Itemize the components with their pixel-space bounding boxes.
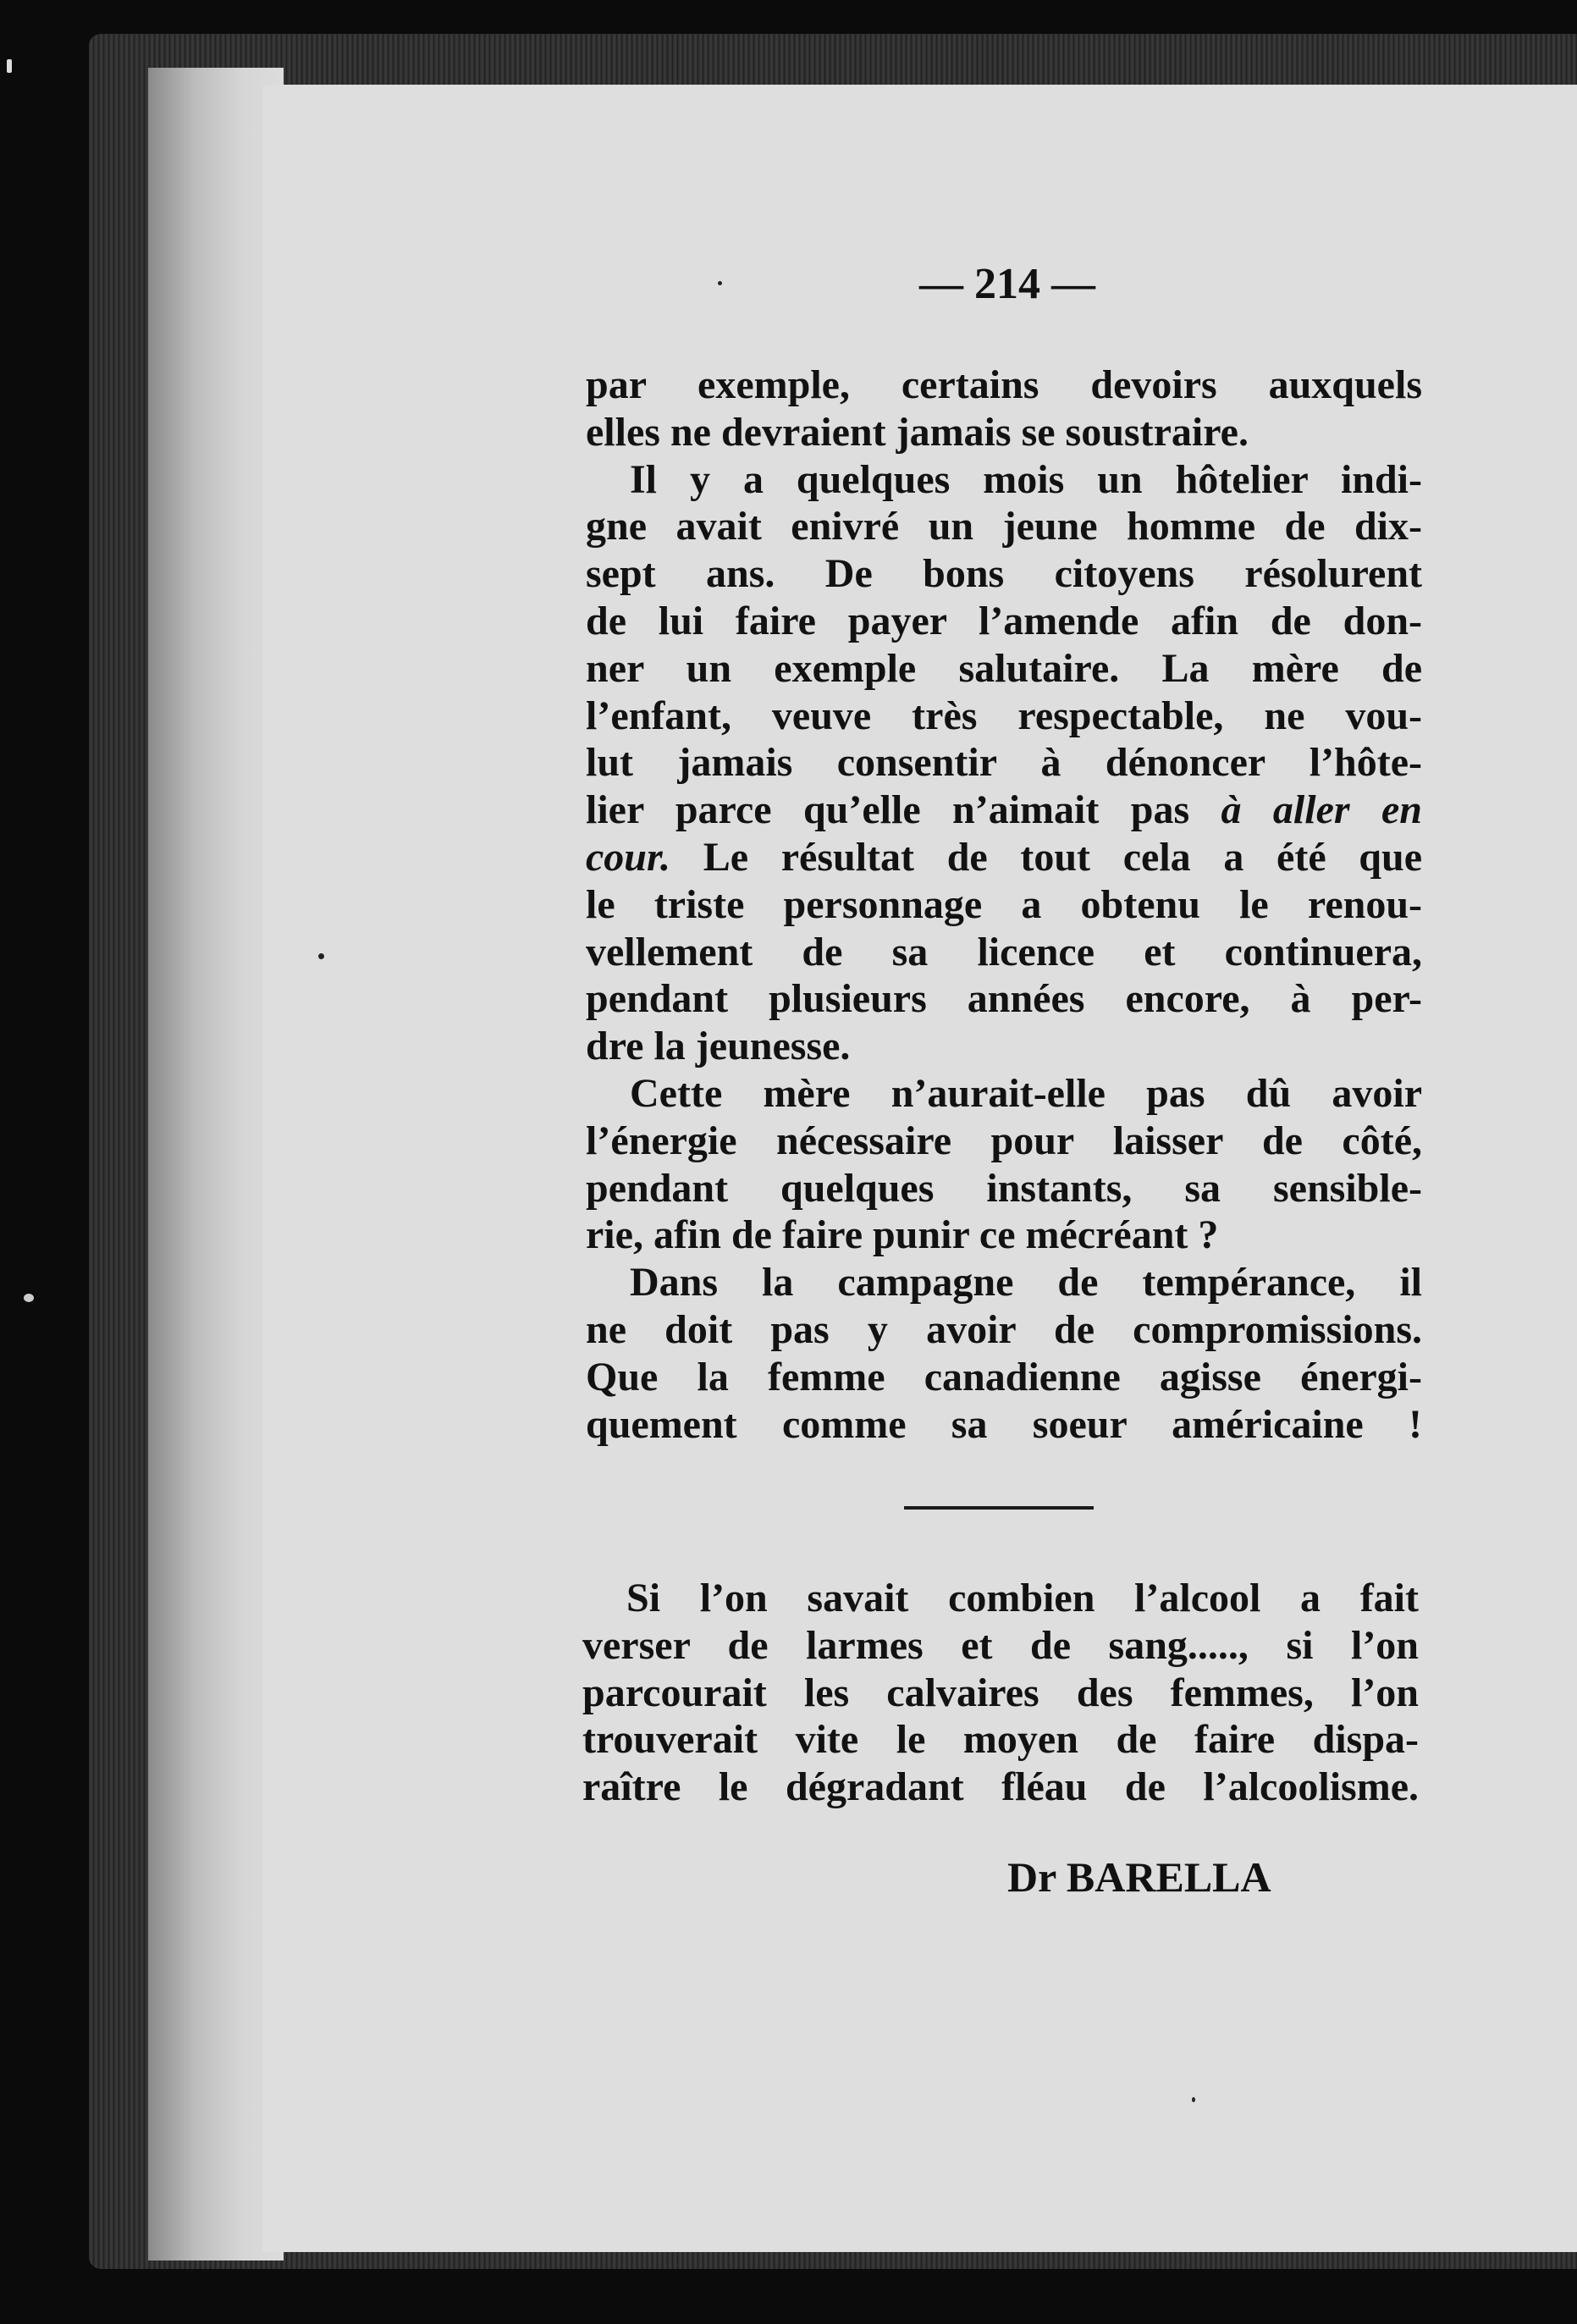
text-line: ne doit pas y avoir de compromissions.	[586, 1306, 1422, 1352]
text-line: vellement de sa licence et continuera,	[586, 929, 1422, 974]
text-line: Que la femme canadienne agisse énergi-	[586, 1354, 1422, 1399]
quote-line: raître le dégradant fléau de l’alcoolisme.	[582, 1764, 1419, 1810]
italic-fragment: à aller en	[1221, 787, 1422, 833]
text-line: par exemple, certains devoirs auxquels	[586, 362, 1422, 407]
text-line: Il y a quelques mois un hôtelier indi-	[630, 456, 1422, 502]
text-line: dre la jeunesse.	[586, 1024, 851, 1069]
quote-author: Dr BARELLA	[1007, 1853, 1271, 1901]
text-line: gne avait enivré un jeune homme de dix-	[586, 504, 1422, 549]
body-text	[586, 362, 1422, 1448]
text-fragment: Le résultat de tout cela a été que	[703, 834, 1422, 880]
quote-line: verser de larmes et de sang....., si l’on	[582, 1622, 1419, 1668]
italic-fragment: cour.	[586, 834, 671, 880]
text-line: de lui faire payer l’amende afin de don-	[586, 598, 1422, 643]
scan-speck	[318, 953, 324, 959]
text-line: quement comme sa soeur américaine !	[586, 1401, 1422, 1447]
quote-line: trouverait vite le moyen de faire dispa-	[582, 1717, 1419, 1763]
scan-speck	[7, 59, 12, 73]
quote-line: Si l’on savait combien l’alcool a fait	[626, 1576, 1419, 1620]
text-line: le triste personnage a obtenu le renou-	[586, 881, 1422, 927]
text-fragment: lier parce qu’elle n’aimait pas	[586, 787, 1190, 833]
quote-line: parcourait les calvaires des femmes, l’on	[582, 1670, 1419, 1715]
text-line: pendant plusieurs années encore, à per-	[586, 976, 1422, 1022]
scan-speck	[718, 281, 722, 285]
text-line-with-italic	[586, 787, 1422, 834]
text-line: pendant quelques instants, sa sensible-	[586, 1165, 1422, 1211]
scan-speck	[1192, 2097, 1195, 2102]
scan-speck	[24, 1294, 34, 1302]
text-line: l’enfant, veuve très respectable, ne vou-	[586, 693, 1422, 738]
text-line: Cette mère n’aurait-elle pas dû avoir	[630, 1070, 1422, 1116]
text-line: ner un exemple salutaire. La mère de	[586, 645, 1422, 691]
text-line: elles ne devraient jamais se soustraire.	[586, 409, 1249, 455]
text-line: lut jamais consentir à dénoncer l’hôte-	[586, 740, 1422, 786]
text-line: sept ans. De bons citoyens résolurent	[586, 551, 1422, 597]
page-number: — 214 —	[919, 260, 1095, 308]
text-line: rie, afin de faire punir ce mécréant ?	[586, 1212, 1219, 1258]
text-line-with-italic	[586, 834, 1422, 881]
quote-text	[582, 1575, 1419, 1811]
section-divider	[904, 1506, 1094, 1510]
text-line: l’énergie nécessaire pour laisser de côté,	[586, 1118, 1422, 1163]
text-line: Dans la campagne de tempérance, il	[630, 1260, 1422, 1306]
